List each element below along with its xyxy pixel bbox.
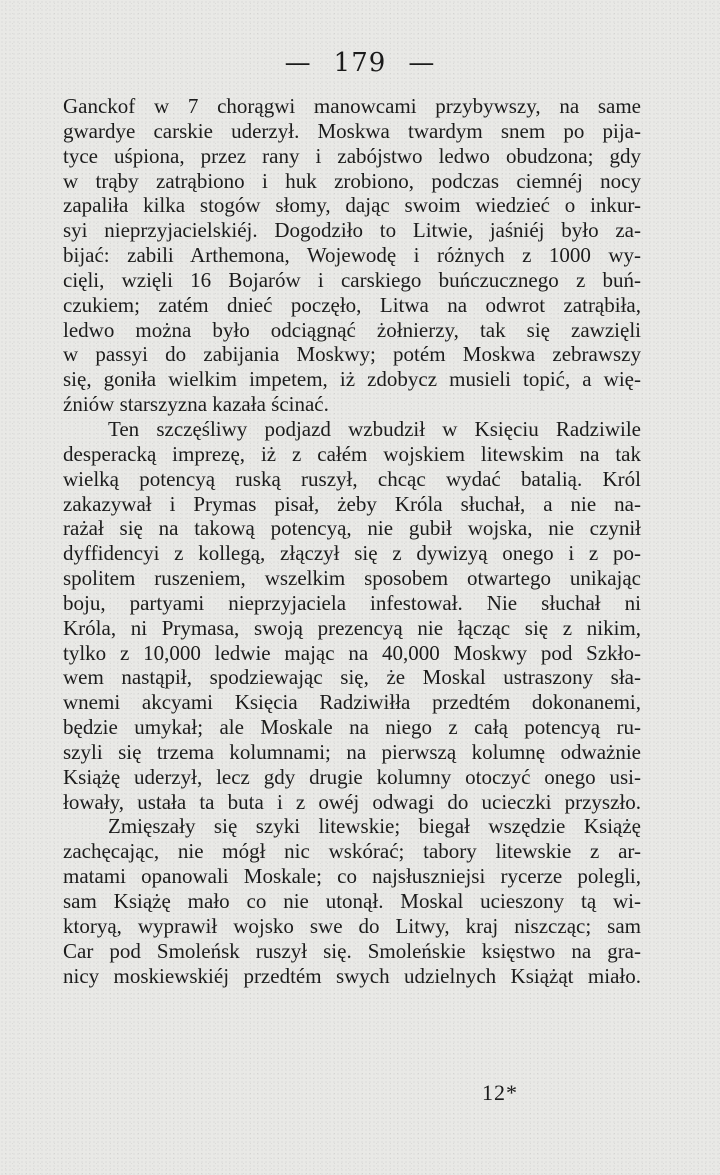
text-line: wielką potencyą ruską ruszył, chcąc wydać batalią. Król <box>63 466 641 491</box>
text-line: syi nieprzyjacielskiéj. Dogodziło to Litwie, jaśniéj było za- <box>63 218 641 243</box>
text-line: wem nastąpił, spodziewając się, że Moskal ustraszony sła- <box>63 665 641 690</box>
text-line: Ganckof w 7 chorągwi manowcami przybywszy, na same <box>63 94 641 118</box>
text-line: zapaliła kilka stogów słomy, dając swoim wiedzieć o inkur- <box>63 193 641 218</box>
text-line: w passyi do zabijania Moskwy; potém Moskwa zebrawszy <box>63 342 641 367</box>
text-line: spolitem ruszeniem, wszelkim sposobem otwartego unikając <box>63 566 641 591</box>
paragraph-1 <box>63 94 641 417</box>
page-header <box>0 48 720 78</box>
text-line: Książę uderzył, lecz gdy drugie kolumny otoczyć onego usi- <box>63 764 641 789</box>
text-line: Ten szczęśliwy podjazd wzbudził w Księciu Radziwile <box>108 416 641 441</box>
paragraph-3 <box>63 814 641 988</box>
text-line: tylko z 10,000 ledwie mając na 40,000 Moskwy pod Szkło- <box>63 640 641 665</box>
text-line: źniów starszyzna kazała ścinać. <box>63 392 329 417</box>
text-line: bijać: zabili Arthemona, Wojewodę i różnych z 1000 wy- <box>63 243 641 268</box>
text-line: będzie umykał; ale Moskale na niego z całą potencyą ru- <box>63 715 641 740</box>
text-line: szyli się trzema kolumnami; na pierwszą kolumnę odważnie <box>63 739 641 764</box>
text-line: Zmięszały się szyki litewskie; biegał wszędzie Książę <box>108 814 641 839</box>
header-dash-left: — <box>284 48 312 78</box>
text-line: Króla, ni Prymasa, swoją prezencyą nie łącząc się z nikim, <box>63 615 641 640</box>
paragraph-2 <box>63 417 641 815</box>
text-line: łowały, ustała ta buta i z owéj odwagi do ucieczki przyszło. <box>63 789 641 814</box>
text-line: zakazywał i Prymas pisał, żeby Króla słuchał, a nie na- <box>63 491 641 516</box>
page-number: 179 <box>333 48 387 78</box>
text-line: ledwo można było odciągnąć żołnierzy, tak się zawzięli <box>63 317 641 342</box>
text-line: matami opanowali Moskale; co najsłuszniejsi rycerze polegli, <box>63 864 641 889</box>
text-line: zachęcając, nie mógł nic wskórać; tabory litewskie z ar- <box>63 839 641 864</box>
text-line: wnemi akcyami Księcia Radziwiłła przedtém dokonanemi, <box>63 690 641 715</box>
signature-mark: 12* <box>482 1080 518 1105</box>
page-body <box>63 94 641 988</box>
text-line: Car pod Smoleńsk ruszył się. Smoleńskie księstwo na gra- <box>63 938 641 963</box>
text-line: boju, partyami nieprzyjaciela infestował. Nie słuchał ni <box>63 590 641 615</box>
text-line: się, goniła wielkim impetem, iż zdobycz musieli topić, a wię- <box>63 367 641 392</box>
text-line: rażał się na takową potencyą, nie gubił wojska, nie czynił <box>63 516 641 541</box>
text-line: desperacką imprezę, iż z całém wojskiem litewskim na tak <box>63 441 641 466</box>
text-line: sam Książę mało co nie utonął. Moskal ucieszony tą wi- <box>63 889 641 913</box>
text-line: nicy moskiewskiéj przedtém swych udzielnych Książąt miało. <box>63 963 641 988</box>
text-line: w trąby zatrąbiono i huk zrobiono, podczas ciemnéj nocy <box>63 168 641 193</box>
header-dash-right: — <box>408 48 436 78</box>
text-line: gwardye carskie uderzył. Moskwa twardym snem po pija- <box>63 118 641 143</box>
text-line: czukiem; zatém dnieć poczęło, Litwa na odwrot zatrąbiła, <box>63 292 641 317</box>
text-line: tyce uśpiona, przez rany i zabójstwo ledwo obudzona; gdy <box>63 143 641 168</box>
text-line: cięli, wzięli 16 Bojarów i carskiego buńczucznego z buń- <box>63 267 641 292</box>
text-line: dyffidencyi z kollegą, złączył się z dywizyą onego i z po- <box>63 541 641 566</box>
text-line: ktoryą, wyprawił wojsko swe do Litwy, kraj niszcząc; sam <box>63 913 641 938</box>
